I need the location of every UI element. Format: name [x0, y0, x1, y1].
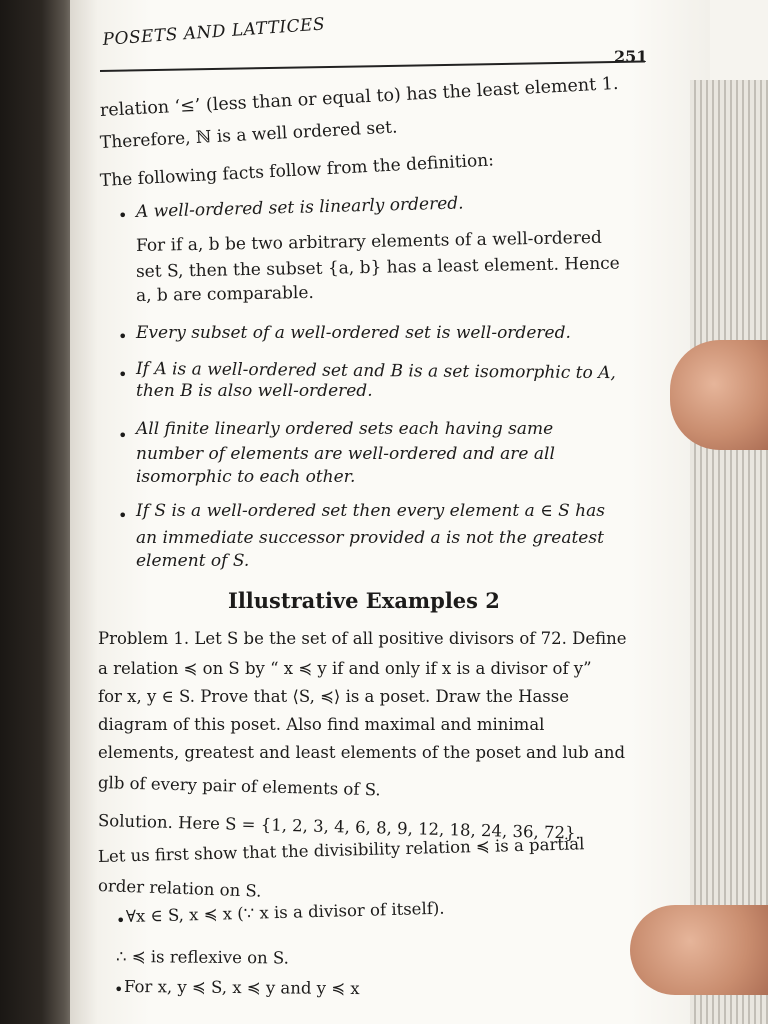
bullet-icon: • — [118, 426, 128, 445]
intro-line: relation ‘≤’ (less than or equal to) has the least element 1. — [99, 73, 619, 121]
running-header: POSETS AND LATTICES — [102, 14, 326, 50]
bullet-icon: • — [118, 206, 128, 225]
fact-line: set S, then the subset {a, b} has a least element. Hence — [135, 253, 620, 282]
problem-line: a relation ≼ on S by “ x ≼ y if and only if x is a divisor of y” — [98, 659, 592, 678]
fact-line: Every subset of a well-ordered set is well-ordered. — [136, 323, 571, 343]
problem-line: Problem 1. Let S be the set of all positive divisors of 72. Define — [98, 629, 627, 648]
fact-line: a, b are comparable. — [135, 282, 315, 306]
problem-line: for x, y ∈ S. Prove that ⟨S, ≼⟩ is a poset. Draw the Hasse — [98, 687, 570, 706]
problem-line: glb of every pair of elements of S. — [97, 773, 381, 800]
section-heading: Illustrative Examples 2 — [228, 588, 500, 613]
fact-line: If S is a well-ordered set then every element a ∈ S has — [136, 501, 605, 521]
page-number: 251 — [614, 47, 648, 66]
bullet-icon: • — [114, 980, 124, 999]
problem-line: diagram of this poset. Also find maximal and minimal — [98, 715, 545, 734]
thumb-bottom — [630, 905, 768, 995]
bullet-icon: • — [118, 365, 128, 384]
intro-line: Therefore, ℕ is a well ordered set. — [99, 117, 398, 153]
thumb-top — [670, 340, 768, 450]
page-edges — [690, 80, 768, 1024]
solution-line: For x, y ≼ S, x ≼ y and y ≼ x — [123, 977, 360, 999]
bullet-icon: • — [116, 911, 126, 930]
fact-line: A well-ordered set is linearly ordered. — [135, 193, 464, 222]
bullet-icon: • — [118, 506, 128, 525]
fact-line: All finite linearly ordered sets each having same — [136, 419, 554, 439]
fact-line: then B is also well-ordered. — [136, 381, 373, 401]
solution-line: Let us first show that the divisibility relation ≼ is a partial — [97, 834, 585, 866]
fact-line: isomorphic to each other. — [136, 467, 356, 487]
solution-line: order relation on S. — [97, 876, 262, 901]
intro-line: The following facts follow from the definition: — [99, 150, 495, 191]
solution-line: ∀x ∈ S, x ≼ x (∵ x is a divisor of itself). — [125, 898, 445, 926]
fact-line: number of elements are well-ordered and are all — [136, 444, 555, 464]
fact-line: For if a, b be two arbitrary elements of a well-ordered — [135, 227, 602, 256]
solution-line: ∴ ≼ is reflexive on S. — [115, 947, 289, 968]
fact-line: an immediate successor provided a is not the greatest — [136, 528, 604, 548]
solution-line: Solution. Here S = {1, 2, 3, 4, 6, 8, 9, 12, 18, 24, 36, 72}. — [97, 811, 581, 843]
fact-line: If A is a well-ordered set and B is a set isomorphic to A, — [135, 359, 616, 384]
problem-line: elements, greatest and least elements of the poset and lub and — [98, 743, 626, 762]
fact-line: element of S. — [136, 551, 250, 571]
bullet-icon: • — [118, 327, 128, 346]
